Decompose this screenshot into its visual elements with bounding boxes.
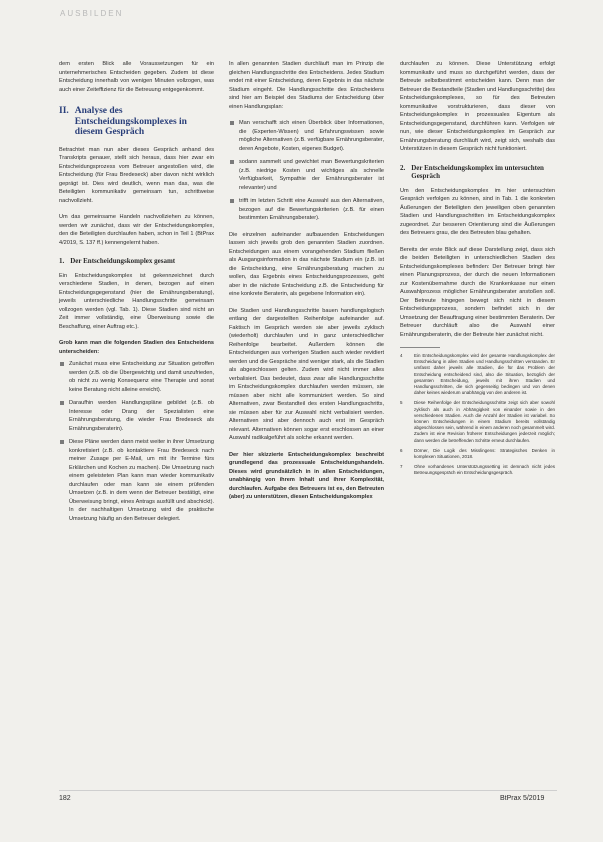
footnote-text: Ein Entscheidungskomplex wird der gesamte Handlungskomplex der Entscheidung in allen Stadien und Handlungsschritten verstanden. Er umfasst daher jeweils alle Stadien, die für das Problem der Entscheidung entscheidend sind, also die Situation, bezüglich der gesamten Entscheidung, jeweils mit ihren Stadien und Handlungsschritten, die sich gegenseitig bedingen und von denen daher keines wiederum unabhängig von den anderen ist. <box>414 353 555 396</box>
list-item: trifft im letzten Schritt eine Auswahl aus den Alternativen, bezogen auf die Bewertungskriterien (z.B. für einen bestimmten Ernährungsberater). <box>229 197 384 223</box>
subheading-1 <box>59 257 214 266</box>
paragraph: Um den Entscheidungskomplex im hier untersuchten Gespräch verfolgen zu können, sind in Tab. 1 die konkreten Äußerungen der Beteiligten den jeweiligen oben genannten Stadien und Handlungsschritten im Entscheidungskomplex zugeordnet. Zur besseren Orientierung sind die Äußerungen des Betreuers grau, die des Betreuten blau gehalten. <box>400 187 555 236</box>
subheading-number: 2. <box>400 163 406 172</box>
footnote <box>400 400 555 443</box>
section-label: AUSBILDEN <box>60 9 124 18</box>
footnote-text: Ohne vorhandenes Unterstützungssetting ist demnach nicht jedes Betreuungsgespräch ein Entscheidungsgespräch. <box>414 464 555 476</box>
page-number: 182 <box>59 795 71 802</box>
paragraph: Betrachtet man nun aber dieses Gespräch anhand des Transkripts genauer, stellt sich heraus, dass hier zwar ein Entscheidungsprozess vom Betreuer angestoßen wird, die Entscheidung (für Frau Bredeseck) aber davon nicht wirklich geprägt ist. Dies wird deutlich, wenn man das, was die Beteiligten kommunikativ gemeinsam tun, schrittweise nachvollzieht. <box>59 146 214 204</box>
footnote <box>400 353 555 396</box>
list-item: Diese Pläne werden dann meist weiter in ihrer Umsetzung konkretisiert (z.B. ob kontaktiere Frau Bredeseck nach meiner Zusage per E-Mail, um mit ihr Termine fürs Erklärchen und Kochen zu machen). Die Umsetzung nach einem geleisteten Plan kann man wieder kommunikativ durchlaufen oder man kann sie einem prüfenden Umsetzen (z.B. in dem wenn der Betreuer bestätigt, eine Überweisung bringt, eines Antrags ausfüllt und abschickt). In der nachhaltigen Umsetzung wird die praktische Umsetzung häufig an den Betreuer delegiert. <box>59 438 214 523</box>
footnote-number: 4 <box>400 353 403 358</box>
column-2 <box>229 60 384 510</box>
paragraph: Die einzelnen aufeinander aufbauenden Entscheidungen lassen sich jeweils grob den genannten Stadien zuordnen. Entscheidungen aus einem vorangehenden Stadium fließen als Ausgangsinformation in das nächste Stadium ein (z.B. ist die Entscheidung, eine Ernährungsberatung machen zu wollen, das Ergebnis eines Entscheidungsprozesses, geht aber in die nächste Entscheidung z.B. die Entscheidung für eine konkrete Beraterin, als gegebene Information ein). <box>229 231 384 297</box>
list-item: Man verschafft sich einen Überblick über Informationen, die (Experten-Wissen) und Erfahrungswissen sowie mögliche Alternativen (z.B. verfügbare Ernährungsberater, deren Angebote, Kosten, eigenes Budget). <box>229 119 384 153</box>
heading-number: II. <box>59 106 69 116</box>
footnote <box>400 464 555 476</box>
paragraph: durchlaufen zu können. Diese Unterstützung erfolgt kommunikativ und muss so durchgeführt werden, dass der Betreute selbstbestimmt entscheiden kann. Denn man der Betreuer die Bestandteile (Stadien und Handlungsschritte) des Entscheidungskomplexes, so für des Betreuten kommunikative vorstrukturieren, dass dieser von Entscheidungskomplex in prozessuales Eigentum als Entscheidungsgegenstand, durchführen kann. Verfolgen wir nun, wie dieser Entscheidungskomplex im Gespräch zur Ernährungsberatung durchläuft wird, zeigt sich, weshalb das Unterstützen in diesem Gespräch nicht funktioniert. <box>400 61 555 152</box>
footnote-text: Dörner, Die Logik des Misslingens: Strategisches Denken in komplexen Situationen, 2018. <box>414 447 555 460</box>
list-item: Daraufhin werden Handlungspläne gebildet (z.B. ob Interesse oder Drang der Spezialisten eine Ernährungsberatung, die wieder Frau Bredeseck als Ernährungsberaterin). <box>59 399 214 433</box>
paragraph: Ein Entscheidungskomplex ist gekennzeichnet durch verschiedene Stadien, in denen, bezogen auf einen Entscheidungsgegenstand (hier die Ernährungsberatung), jeweils unterschiedliche Handlungsschritte gemeinsam vollzogen werden (vgl. Tab. 1). Diese Stadien sind nicht an Zeit immer vollständig, eine Überweisung sowie die Beschaffung, einer Auftrag etc.). <box>59 272 214 330</box>
bullet-list <box>59 360 214 523</box>
footnote-text: Diese Reihenfolge der Entscheidungsschritte zeigt sich aber sowohl zyklisch als auch in Abhängigkeit von einander sowie in den verschiedenen Stadien. Auch die Anzahl der Stadien ist variabel. So können Entscheidungen in einem Stadium bereits vollständig abgeschlossen sein, während in einem anderen noch gesammelt wird. Zudem ist eine Revision früherer Entscheidungen jederzeit möglich; dann werden die betreffenden Schritte erneut durchlaufen. <box>414 400 555 443</box>
paragraph: Die Stadien und Handlungsschritte bauen handlungslogisch entlang der dargestellten Reihenfolge aufeinander auf. Faktisch im Gespräch werden sie aber jeweils zyklisch (wiederholt) durchlaufen und in ganz unterschiedlicher Reihenfolge bearbeitet. Außerdem können die Entscheidungen aus vorherigen Stadien auch wieder revidiert werden und die Gespräche sind weniger stark, als die Stadien als abgeschlossen gelten. Zudem wird nicht immer alles verbalisiert. Das bedeutet, dass zwar alle Handlungsschritte im Entscheidungskomplex durchlaufen werden müssen, sie müssen aber nicht alle kommuniziert werden. So sind Alternativen, zwar Bestandteil des ersten Handlungsschritts, sie müssen aber für zur Auswahl nicht verbalisiert werden. Alternativen sind aber dennoch auch erst im Gespräch relevant. Alternativen können sogar erst erschlossen an einer Auswahl radikalgeführt als solche erkannt werden. <box>229 307 384 441</box>
footer-divider <box>59 790 557 791</box>
column-3 <box>400 60 555 481</box>
paragraph: In allen genannten Stadien durchläuft man im Prinzip die gleichen Handlungsschritte des Entscheidens. Jedes Stadium endet mit einer Entscheidung, deren Ergebnis in das nächste Stadium eingeht. Die Handlungsschritte des Entscheidens sind hier am Beispiel des Stadiums der Entscheidung über einen Handlungsplan: <box>229 61 384 110</box>
paragraph-emphasis: Der hier skizzierte Entscheidungskomplex beschreibt grundlegend das prozessuale Entscheidungshandeln. Dieses wird grundsätzlich in in allen Entscheidungen, unabhängig von ihrem Inhalt und ihrer Komplexität, durchlaufen. Aufgabe des Betreuers ist es, den Betreuten (aber) zu unterstützen, diesen Entscheidungskomplex <box>229 451 384 500</box>
footnote-number: 7 <box>400 464 403 470</box>
footnote <box>400 448 555 460</box>
paragraph-lead: Grob kann man die folgenden Stadien des Entscheidens unterscheiden: <box>59 340 214 355</box>
section-heading-ii <box>59 106 214 138</box>
bullet-list <box>229 119 384 223</box>
list-item: sodann sammelt und gewichtet man Bewertungskriterien (z.B. niedrige Kosten und wichtiges als schnelle Verfügbarkeit, Sympathie der Ernährungsberater ist relevanter) und <box>229 158 384 192</box>
subheading-text: Der Entscheidungskomplex gesamt <box>70 257 176 265</box>
journal-reference: BtPrax 5/2019 <box>500 795 545 802</box>
column-1 <box>59 60 214 531</box>
footnote-divider <box>400 347 440 348</box>
subheading-text: Der Entscheidungskomplex im untersuchten Gespräch <box>411 163 544 180</box>
paragraph: Um das gemeinsame Handeln nachvollziehen zu können, werden wir zunächst, dass wir der Entscheidungskomplex, den die Beteiligten durchlaufen haben, schon in Teil 1 (BtPrax 4/2019, S. 137 ff.) kennengelernt haben. <box>59 214 214 246</box>
subheading-2 <box>400 164 555 181</box>
subheading-number: 1. <box>59 257 65 265</box>
footnote-number: 6 <box>400 447 403 453</box>
list-item: Zunächst muss eine Entscheidung zur Situation getroffen werden (z.B. ob die Übergewichtig und damit unzufrieden, ob nicht zu wenig Konsequenz eine Therapie und sonst keine Beratung nicht alleine erreicht). <box>59 360 214 394</box>
paragraph-intro: dem ersten Blick alle Voraussetzungen für ein unternehmerisches Entscheiden gegeben. Zudem ist diese Entscheidung innerhalb von wenigen Minuten vollzogen, was auch einer Zeiteffizienz für die Betreuung entgegenkommt. <box>59 61 214 93</box>
heading-text: Analyse des Entscheidungskomplexes in diesem Gespräch <box>74 106 187 137</box>
footnote-number: 5 <box>400 400 403 406</box>
paragraph: Bereits der erste Blick auf diese Darstellung zeigt, dass sich die beiden Beteiligten in unterschiedlichen Stadien des Entscheidungskomplexes befinden: Der Betreuer bringt hier einen Planungsprozess, der durch die neuen Informationen zur Kostenübernahme durch die Krankenkasse nur einen Auswahlprozess möglicher Ernährungsberater anstoßen soll. Der Betreute hingegen bewegt sich nicht in diesem Entscheidungsprozess, sondern befindet sich in der Umsetzung der Beauftragung einer bestimmten Beraterin. Der Betreuer durchläuft also die Auswahl einer Ernährungsberaterin, die der Betreute hier zunächst nicht. <box>400 246 555 338</box>
footnotes <box>400 353 555 477</box>
